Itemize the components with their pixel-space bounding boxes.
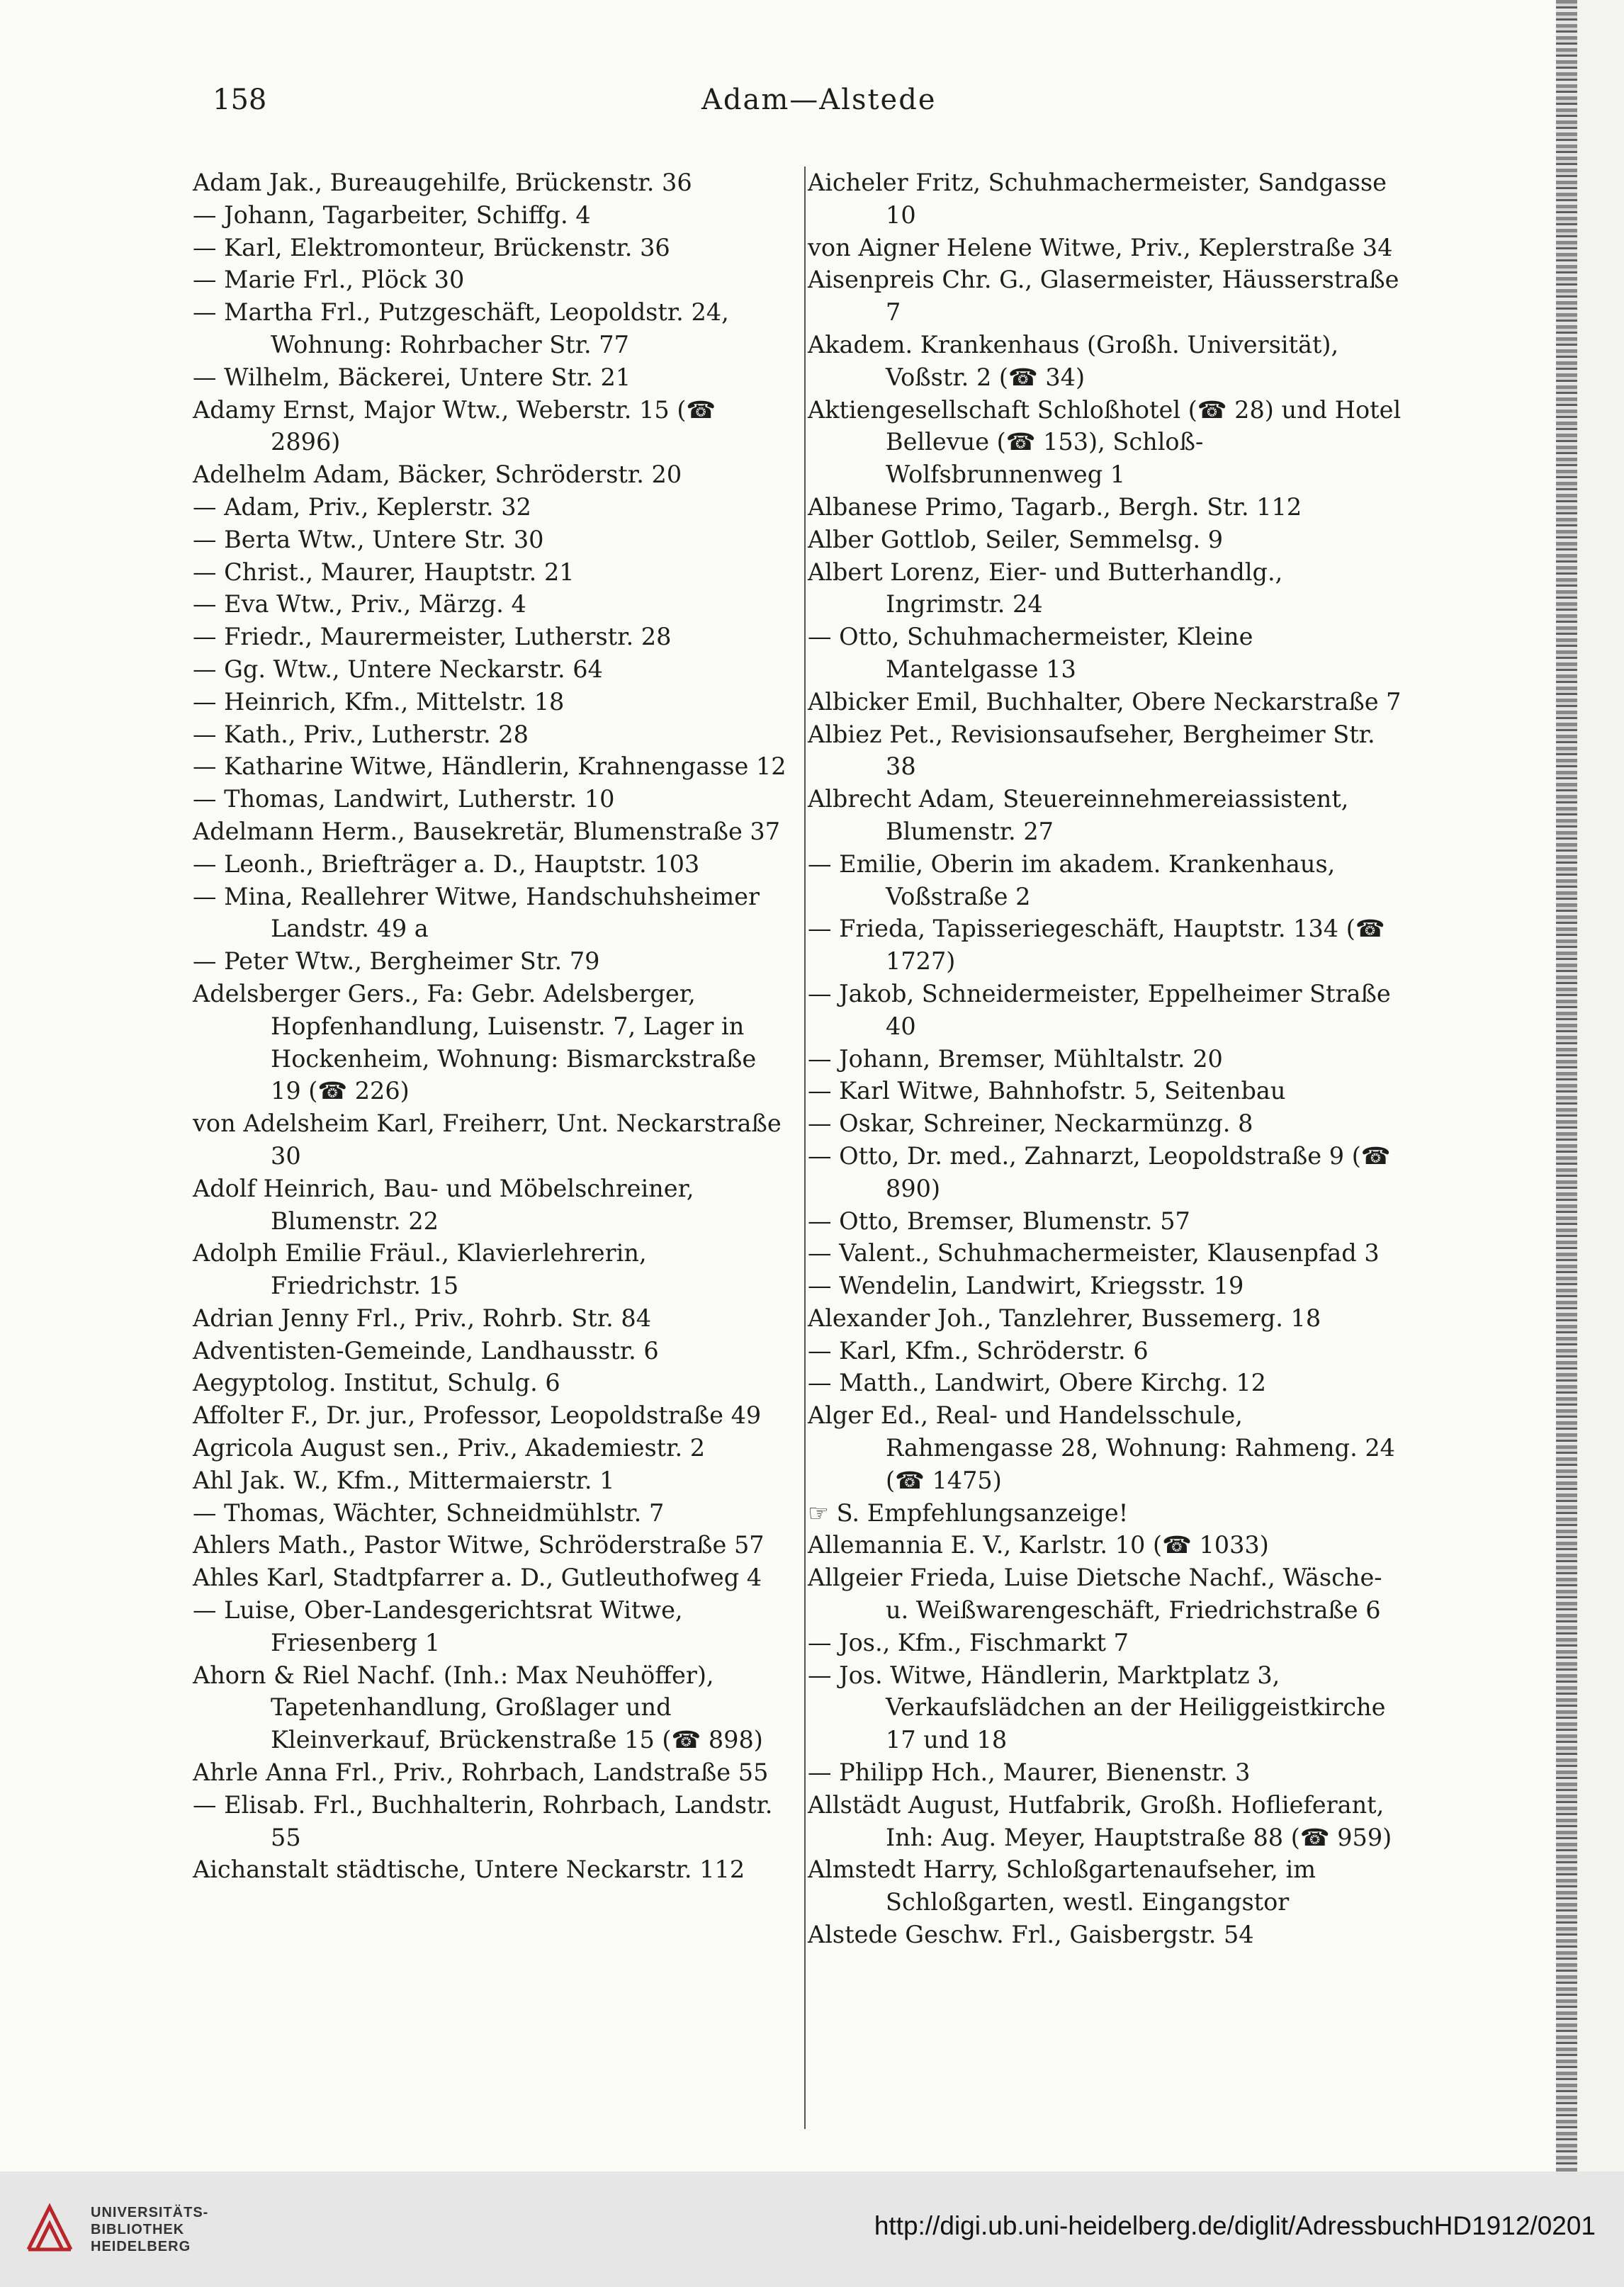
- directory-entry: Adolph Emilie Fräul., Klavierlehrerin, Friedrichstr. 15: [193, 1239, 647, 1300]
- directory-entry: Aktiengesellschaft Schloßhotel (☎ 28) und Hotel Bellevue (☎ 153), Schloß-Wolfsbrunnenweg 1: [808, 395, 1402, 489]
- left-column: [193, 166, 791, 1886]
- directory-entry: — Adam, Priv., Keplerstr. 32: [193, 492, 531, 521]
- directory-entry: Affolter F., Dr. jur., Professor, Leopoldstraße 49: [193, 1401, 762, 1430]
- directory-entry: Aegyptolog. Institut, Schulg. 6: [193, 1369, 560, 1397]
- directory-entry: Albert Lorenz, Eier- und Butterhandlg., Ingrimstr. 24: [808, 558, 1283, 619]
- directory-entry: — Jos., Kfm., Fischmarkt 7: [808, 1628, 1129, 1656]
- directory-entry: — Johann, Bremser, Mühltalstr. 20: [808, 1044, 1223, 1073]
- directory-entry: — Elisab. Frl., Buchhalterin, Rohrbach, Landstr. 55: [193, 1790, 773, 1851]
- directory-entry: — Valent., Schuhmachermeister, Klausenpfad 3: [808, 1239, 1380, 1267]
- directory-entry: — Christ., Maurer, Hauptstr. 21: [193, 558, 575, 586]
- directory-entry: Ahlers Math., Pastor Witwe, Schröderstraße 57: [193, 1531, 765, 1559]
- directory-entry: Agricola August sen., Priv., Akademiestr. 2: [193, 1434, 706, 1462]
- directory-entry: — Otto, Schuhmachermeister, Kleine Mantelgasse 13: [808, 623, 1253, 683]
- directory-entry: Aichanstalt städtische, Untere Neckarstr. 112: [193, 1856, 745, 1884]
- directory-entry: — Kath., Priv., Lutherstr. 28: [193, 720, 529, 748]
- directory-entry: — Leonh., Briefträger a. D., Hauptstr. 103: [193, 849, 700, 878]
- directory-entry: — Berta Wtw., Untere Str. 30: [193, 525, 544, 553]
- directory-entry: — Mina, Reallehrer Witwe, Handschuhsheimer Landstr. 49 a: [193, 882, 760, 943]
- source-url-link[interactable]: http://digi.ub.uni-heidelberg.de/diglit/AdressbuchHD1912/0201: [874, 2211, 1596, 2240]
- directory-entry: — Marie Frl., Plöck 30: [193, 266, 465, 294]
- directory-entry: Adelmann Herm., Bausekretär, Blumenstraße 37: [193, 817, 781, 845]
- directory-entry: — Katharine Witwe, Händlerin, Krahnengasse 12: [193, 752, 786, 781]
- directory-entry: — Gg. Wtw., Untere Neckarstr. 64: [193, 655, 603, 683]
- right-column: [808, 166, 1403, 1951]
- viewer-footer: [0, 2172, 1624, 2287]
- directory-entry: — Oskar, Schreiner, Neckarmünzg. 8: [808, 1109, 1253, 1138]
- directory-entry: Alber Gottlob, Seiler, Semmelsg. 9: [808, 525, 1224, 553]
- directory-entry: — Martha Frl., Putzgeschäft, Leopoldstr. 24, Wohnung: Rohrbacher Str. 77: [193, 298, 729, 358]
- directory-entry: — Heinrich, Kfm., Mittelstr. 18: [193, 687, 565, 716]
- directory-entry: — Frieda, Tapisseriegeschäft, Hauptstr. 134 (☎ 1727): [808, 915, 1385, 976]
- directory-entry: — Wilhelm, Bäckerei, Untere Str. 21: [193, 363, 631, 391]
- directory-entry: Ahles Karl, Stadtpfarrer a. D., Gutleuthofweg 4: [193, 1564, 762, 1592]
- page-edge: [1556, 0, 1577, 2172]
- directory-entry: Alexander Joh., Tanzlehrer, Bussemerg. 18: [808, 1304, 1321, 1332]
- directory-entry: Adrian Jenny Frl., Priv., Rohrb. Str. 84: [193, 1304, 652, 1332]
- directory-entry: Alger Ed., Real- und Handelsschule, Rahmengasse 28, Wohnung: Rahmeng. 24 (☎ 1475): [808, 1401, 1395, 1494]
- directory-entry: von Adelsheim Karl, Freiherr, Unt. Neckarstraße 30: [193, 1109, 782, 1170]
- directory-entry: — Luise, Ober-Landesgerichtsrat Witwe, Friesenberg 1: [193, 1596, 683, 1656]
- directory-entry: Adelsberger Gers., Fa: Gebr. Adelsberger, Hopfenhandlung, Luisenstr. 7, Lager in Hockenheim, Wohnung: Bismarckstraße 19 (☎ 226): [193, 979, 757, 1105]
- directory-entry: — Matth., Landwirt, Obere Kirchg. 12: [808, 1369, 1266, 1397]
- directory-entry: — Karl, Elektromonteur, Brückenstr. 36: [193, 233, 670, 261]
- directory-entry: Aicheler Fritz, Schuhmachermeister, Sandgasse 10: [808, 169, 1387, 229]
- directory-entry: Akadem. Krankenhaus (Großh. Universität), Voßstr. 2 (☎ 34): [808, 330, 1339, 391]
- directory-entry: Adamy Ernst, Major Wtw., Weberstr. 15 (☎ 2896): [193, 395, 716, 456]
- directory-entry: — Karl, Kfm., Schröderstr. 6: [808, 1336, 1149, 1365]
- directory-entry: — Johann, Tagarbeiter, Schiffg. 4: [193, 201, 591, 229]
- directory-entry: von Aigner Helene Witwe, Priv., Keplerstraße 34: [808, 233, 1393, 261]
- directory-entry: — Thomas, Wächter, Schneidmühlstr. 7: [193, 1498, 665, 1527]
- library-name: [91, 2204, 208, 2255]
- directory-entry: Ahrle Anna Frl., Priv., Rohrbach, Landstraße 55: [193, 1758, 769, 1787]
- library-name-line3: HEIDELBERG: [91, 2239, 191, 2254]
- directory-entry: Ahorn & Riel Nachf. (Inh.: Max Neuhöffer), Tapetenhandlung, Großlager und Kleinverkauf, Brückenstraße 15 (☎ 898): [193, 1661, 763, 1754]
- directory-entry: ☞ S. Empfehlungsanzeige!: [808, 1498, 1129, 1527]
- directory-entry: Ahl Jak. W., Kfm., Mittermaierstr. 1: [193, 1466, 615, 1494]
- directory-entry: Adventisten-Gemeinde, Landhausstr. 6: [193, 1336, 659, 1365]
- page-margin: [1577, 0, 1624, 2172]
- directory-entry: Adelhelm Adam, Bäcker, Schröderstr. 20: [193, 461, 682, 489]
- directory-entry: Albicker Emil, Buchhalter, Obere Neckarstraße 7: [808, 687, 1402, 716]
- library-name-line1: UNIVERSITÄTS-: [91, 2205, 209, 2220]
- column-divider: [804, 166, 806, 2129]
- directory-entry: — Otto, Bremser, Blumenstr. 57: [808, 1207, 1190, 1235]
- directory-entry: — Friedr., Maurermeister, Lutherstr. 28: [193, 623, 672, 651]
- directory-entry: Allemannia E. V., Karlstr. 10 (☎ 1033): [808, 1531, 1269, 1559]
- directory-entry: — Emilie, Oberin im akadem. Krankenhaus, Voßstraße 2: [808, 849, 1336, 910]
- directory-entry: — Philipp Hch., Maurer, Bienenstr. 3: [808, 1758, 1251, 1787]
- directory-entry: — Peter Wtw., Bergheimer Str. 79: [193, 947, 600, 976]
- directory-entry: — Jos. Witwe, Händlerin, Marktplatz 3, Verkaufslädchen an der Heiliggeistkirche 17 und 18: [808, 1661, 1386, 1754]
- directory-entry: Allgeier Frieda, Luise Dietsche Nachf., Wäsche- u. Weißwarengeschäft, Friedrichstraße 6: [808, 1564, 1382, 1625]
- page-number: 158: [213, 84, 267, 116]
- directory-entry: Albanese Primo, Tagarb., Bergh. Str. 112: [808, 492, 1302, 521]
- directory-entry: — Wendelin, Landwirt, Kriegsstr. 19: [808, 1272, 1244, 1300]
- directory-entry: — Karl Witwe, Bahnhofstr. 5, Seitenbau: [808, 1077, 1286, 1105]
- directory-entry: — Eva Wtw., Priv., Märzg. 4: [193, 590, 526, 619]
- directory-entry: Adam Jak., Bureaugehilfe, Brückenstr. 36: [193, 169, 692, 196]
- directory-entry: Albiez Pet., Revisionsaufseher, Bergheimer Str. 38: [808, 720, 1375, 781]
- directory-entry: Adolf Heinrich, Bau- und Möbelschreiner, Blumenstr. 22: [193, 1174, 694, 1235]
- running-head: Adam—Alstede: [701, 84, 937, 116]
- directory-entry: Allstädt August, Hutfabrik, Großh. Hoflieferant, Inh: Aug. Meyer, Hauptstraße 88 (☎ 959): [808, 1790, 1392, 1851]
- directory-entry: — Thomas, Landwirt, Lutherstr. 10: [193, 785, 615, 813]
- directory-entry: Alstede Geschw. Frl., Gaisbergstr. 54: [808, 1921, 1254, 1949]
- directory-entry: — Otto, Dr. med., Zahnarzt, Leopoldstraße 9 (☎ 890): [808, 1141, 1391, 1202]
- directory-entry: Almstedt Harry, Schloßgartenaufseher, im Schloßgarten, westl. Eingangstor: [808, 1856, 1316, 1916]
- directory-entry: Albrecht Adam, Steuereinnehmereiassistent, Blumenstr. 27: [808, 785, 1349, 845]
- library-logo-icon: [21, 2200, 78, 2257]
- directory-entry: Aisenpreis Chr. G., Glasermeister, Häusserstraße 7: [808, 266, 1399, 327]
- library-name-line2: BIBLIOTHEK: [91, 2222, 185, 2237]
- directory-entry: — Jakob, Schneidermeister, Eppelheimer Straße 40: [808, 979, 1391, 1040]
